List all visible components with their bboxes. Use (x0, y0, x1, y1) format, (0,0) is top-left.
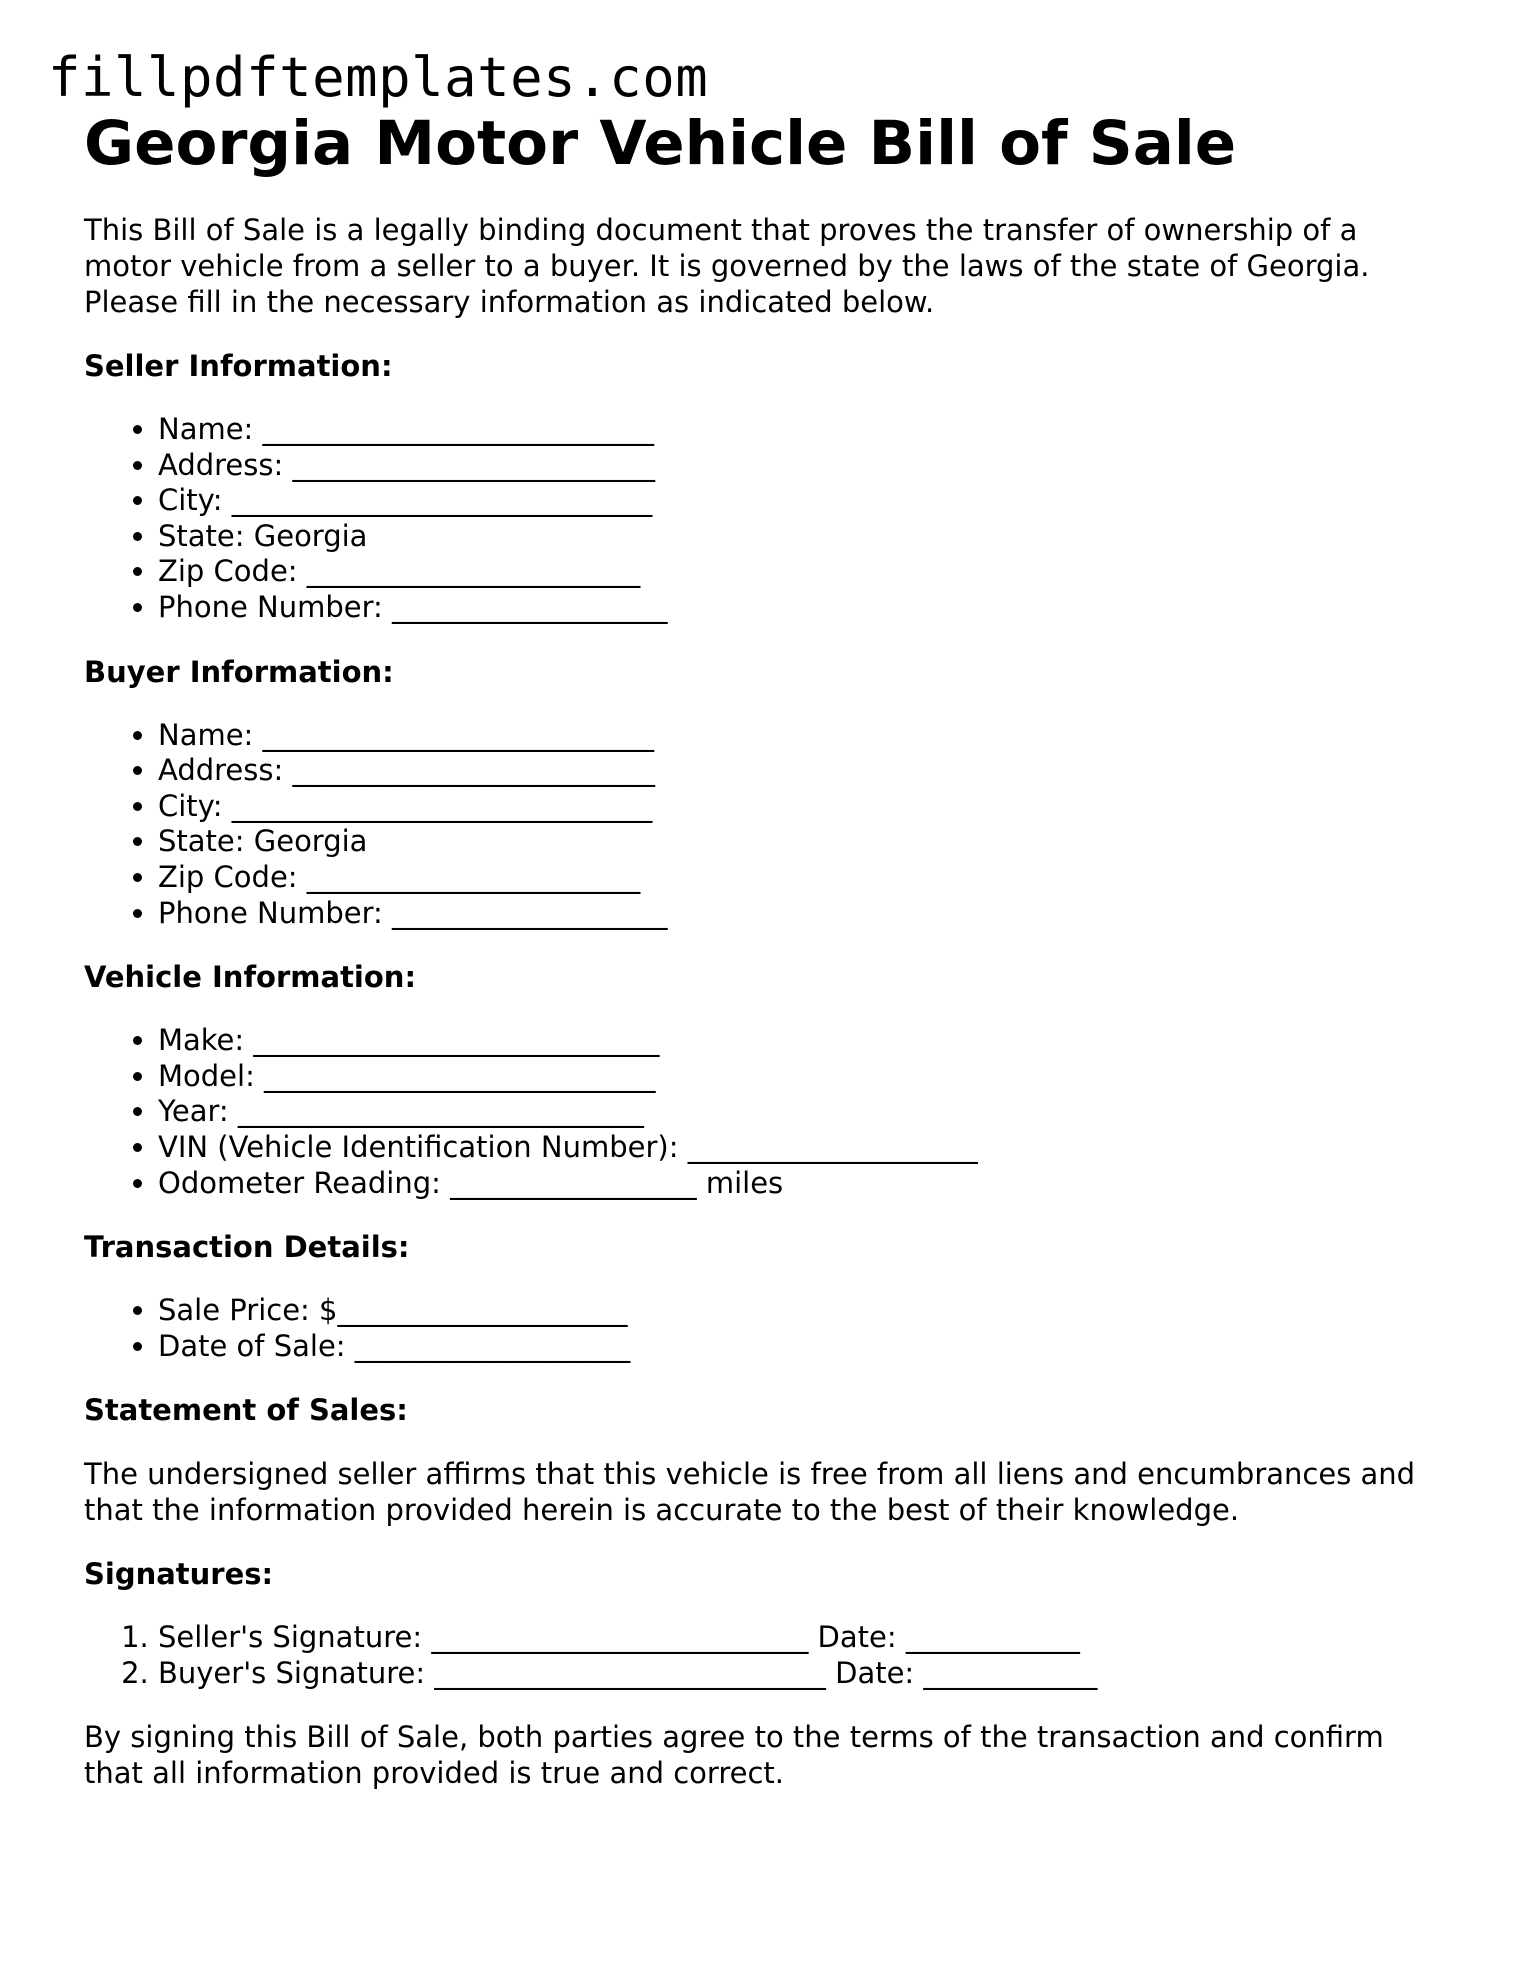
vehicle-heading: Vehicle Information: (84, 960, 417, 995)
seller-heading: Seller Information: (84, 349, 393, 383)
buyer-zip-field: • Zip Code: _______________________ (158, 860, 1444, 896)
seller-phone-field: • Phone Number: ___________________ (158, 590, 1444, 626)
vehicle-list (84, 1023, 1444, 1201)
seller-signature-line: 1. Seller's Signature: __________________________ Date: ____________ (158, 1620, 1444, 1656)
vehicle-year-field: • Year: ____________________________ (158, 1094, 1444, 1130)
signatures-heading: Signatures: (84, 1557, 274, 1592)
sale-price-field: • Sale Price: $____________________ (158, 1293, 1444, 1329)
statement-heading: Statement of Sales: (84, 1393, 408, 1428)
seller-name-field: • Name: ___________________________ (158, 412, 1444, 448)
intro-paragraph: This Bill of Sale is a legally binding document that proves the transfer of ownership of a motor vehicle from a seller to a buyer. It is governed by the laws of the state of Georgia. Please fill in the necessary information as indicated below. (84, 213, 1370, 319)
buyer-city-field: • City: _____________________________ (158, 789, 1444, 825)
buyer-name-field: • Name: ___________________________ (158, 718, 1444, 754)
buyer-state-field: • State: Georgia (158, 824, 1444, 860)
seller-state-field: • State: Georgia (158, 519, 1444, 555)
watermark: fillpdftemplates.com (48, 46, 709, 109)
vehicle-make-field: • Make: ____________________________ (158, 1023, 1444, 1059)
buyer-address-field: • Address: _________________________ (158, 753, 1444, 789)
sale-date-field: • Date of Sale: ___________________ (158, 1329, 1444, 1365)
transaction-list (84, 1293, 1444, 1364)
document-title: Georgia Motor Vehicle Bill of Sale (84, 108, 1237, 179)
buyer-phone-field: • Phone Number: ___________________ (158, 896, 1444, 932)
buyer-list (84, 718, 1444, 932)
seller-list (84, 412, 1444, 626)
statement-paragraph: The undersigned seller affirms that this vehicle is free from all liens and encumbrances and that the information provided herein is accurate to the best of their knowledge. (84, 1457, 1416, 1528)
buyer-signature-line: 2. Buyer's Signature: ___________________________ Date: ____________ (158, 1656, 1444, 1692)
buyer-heading: Buyer Information: (84, 654, 394, 689)
seller-city-field: • City: _____________________________ (158, 483, 1444, 519)
seller-zip-field: • Zip Code: _______________________ (158, 554, 1444, 590)
vehicle-model-field: • Model: ___________________________ (158, 1059, 1444, 1095)
document (84, 108, 1444, 1791)
closing-paragraph: By signing this Bill of Sale, both parties agree to the terms of the transaction and confirm that all information provided is true and correct. (84, 1720, 1384, 1791)
seller-address-field: • Address: _________________________ (158, 448, 1444, 484)
transaction-heading: Transaction Details: (84, 1230, 410, 1265)
vehicle-odometer-field: • Odometer Reading: _________________ miles (158, 1166, 1444, 1202)
vehicle-vin-field: • VIN (Vehicle Identification Number): ____________________ (158, 1130, 1444, 1166)
signatures-list (84, 1620, 1444, 1691)
